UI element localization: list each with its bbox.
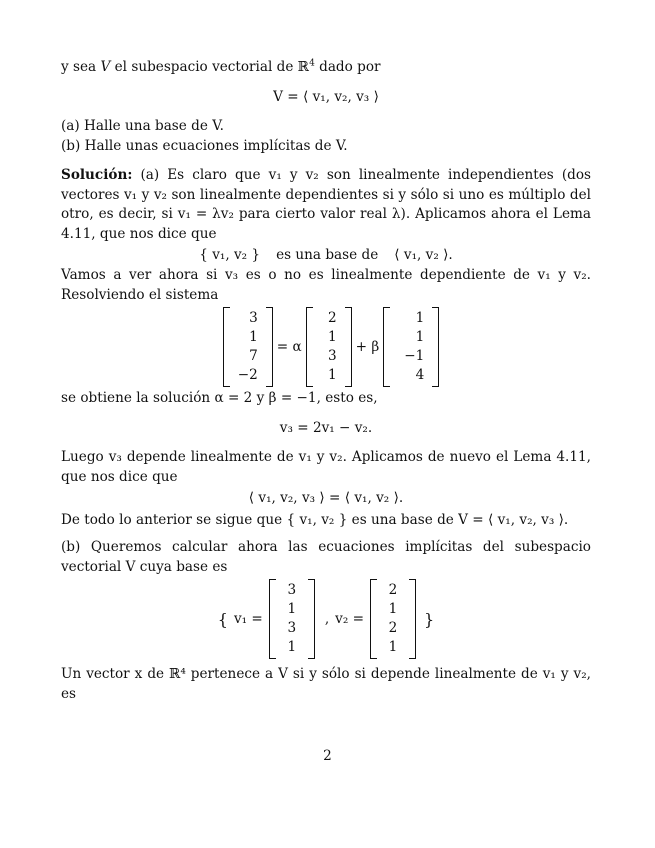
solution-text: (a) Es claro que v₁ y v₂ son linealmente independientes (dos vectores v₁ y v₂ son linealmente dependientes si y sólo si uno es múltiplo del otro, es decir, si v₁ = λv₂ para cierto valor real λ). Aplicamos ahora el Lema 4.11, que nos dice que [61, 167, 591, 242]
eq2-left: { v₁, v₂ } [199, 247, 261, 263]
paragraph-6: (b) Queremos calcular ahora las ecuaciones implícitas del subespacio vectorial V cuya base es [61, 539, 591, 575]
paragraph-5: De todo lo anterior se sigue que { v₁, v₂ } es una base de V = ⟨ v₁, v₂, v₃ ⟩. [61, 511, 569, 528]
equation-4: ⟨ v₁, v₂, v₃ ⟩ = ⟨ v₁, v₂ ⟩. [248, 490, 404, 506]
page-number: 2 [323, 748, 332, 764]
basis-sep: , [324, 611, 330, 627]
matrix-v1: 2 1 3 1 [306, 307, 352, 387]
basis-close: } [424, 609, 435, 629]
paragraph-4: Luego v₃ depende linealmente de v₁ y v₂. Aplicamos de nuevo el Lema 4.11, que nos dice que [61, 449, 591, 485]
basis-v1-label: v₁ = [233, 611, 263, 627]
eq-alpha: = α [276, 339, 302, 355]
paragraph-2: Vamos a ver ahora si v₃ es o no es linealmente dependiente de v₁ y v₂. Resolviendo el sistema [61, 267, 591, 303]
paragraph-7: Un vector x de ℝ⁴ pertenece a V si y sólo si depende linealmente de v₁ y v₂, es [61, 666, 591, 702]
basis-equation [61, 579, 591, 659]
solution-label: Solución: [61, 167, 133, 183]
linear-system [71, 307, 591, 387]
solution-paragraph [61, 166, 591, 244]
basis-matrix-v2: 2 1 2 1 [370, 579, 416, 659]
basis-v2-label: v₂ = [335, 611, 364, 627]
matrix-v2: 1 1 −1 4 [383, 307, 439, 387]
part-b: (b) Halle unas ecuaciones implícitas de V. [61, 137, 348, 154]
intro-mid: el subespacio vectorial de [114, 59, 294, 75]
paragraph-3: se obtiene la solución α = 2 y β = −1, esto es, [61, 390, 378, 406]
intro-suffix: dado por [319, 59, 381, 75]
equation-2 [61, 244, 591, 266]
plus-beta: + β [355, 339, 380, 355]
intro-v: V [100, 59, 111, 75]
intro-r: ℝ [297, 59, 310, 75]
page-content [61, 58, 591, 704]
basis-open: { [217, 609, 228, 629]
equation-1: V = ⟨ v₁, v₂, v₃ ⟩ [273, 88, 379, 105]
basis-matrix-v1: 3 1 3 1 [269, 579, 315, 659]
eq2-right: ⟨ v₁, v₂ ⟩. [394, 247, 453, 263]
part-a: (a) Halle una base de V. [61, 118, 224, 134]
intro-prefix: y sea [61, 59, 97, 75]
intro-line [61, 58, 591, 78]
intro-exp: 4 [309, 58, 315, 69]
matrix-v3: 3 1 7 −2 [223, 307, 273, 387]
equation-3: v₃ = 2v₁ − v₂. [279, 419, 373, 436]
eq2-mid: es una base de [276, 247, 379, 263]
